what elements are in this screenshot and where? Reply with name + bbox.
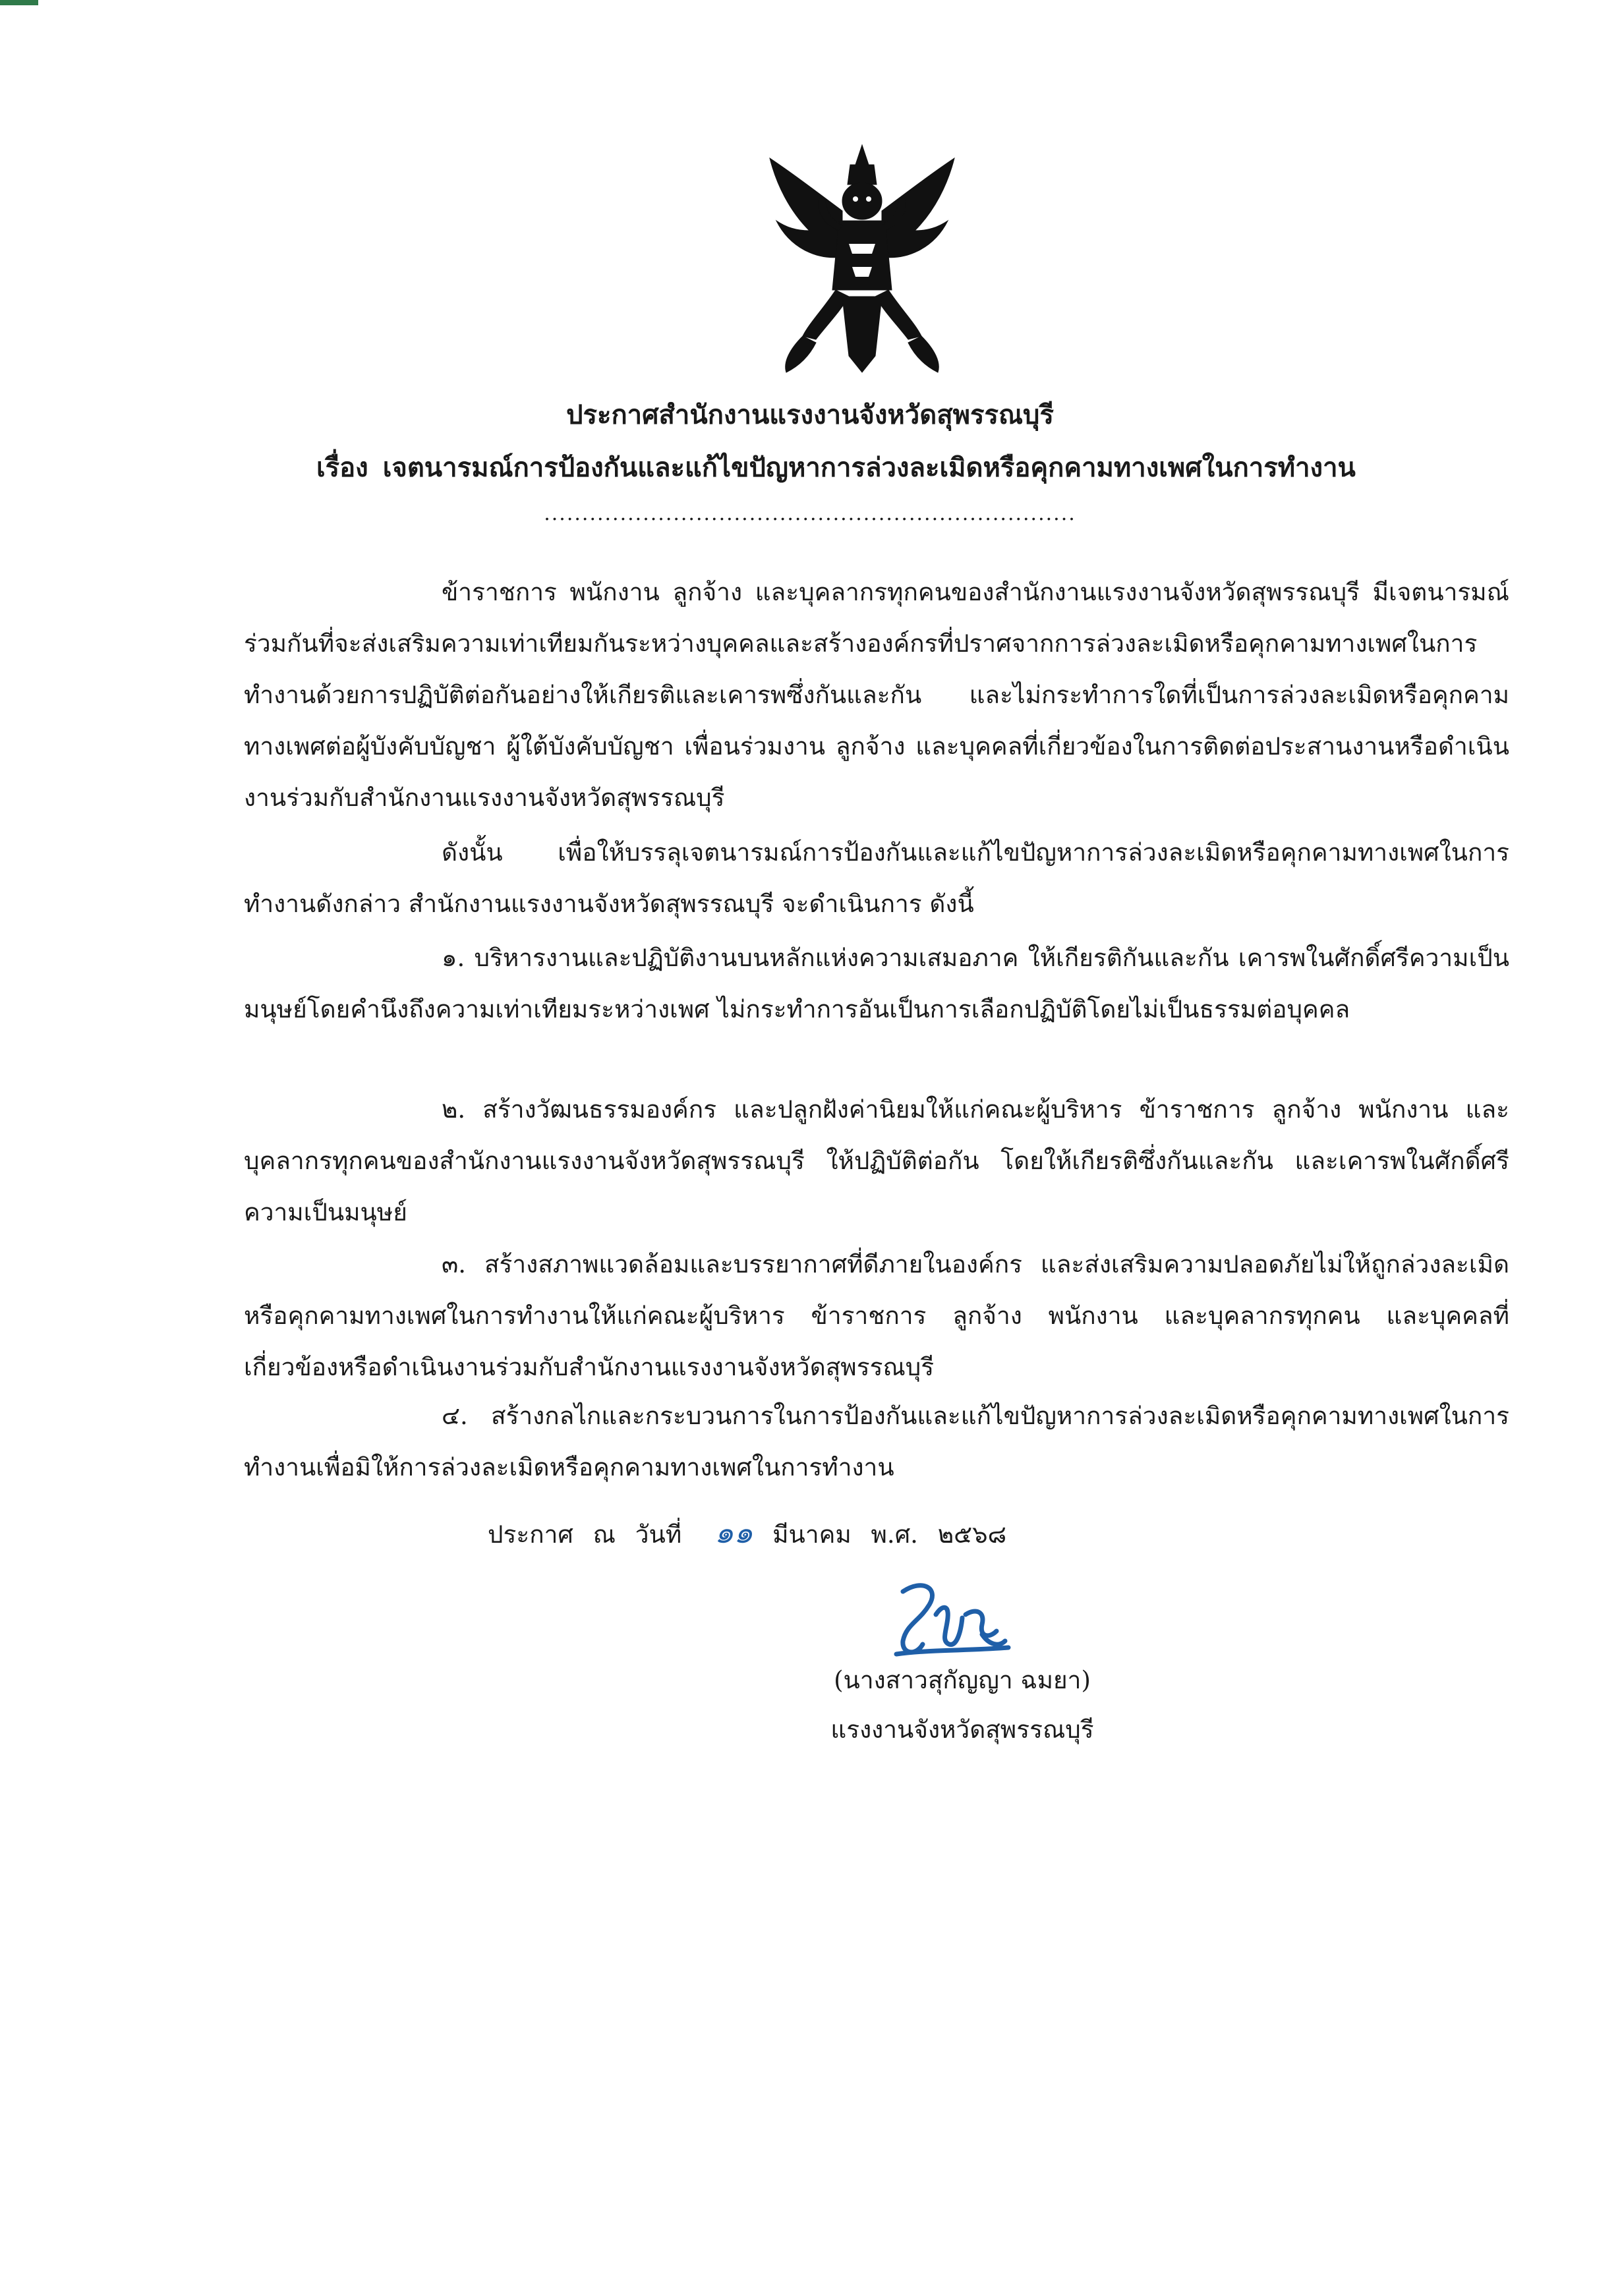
list-item-text: ๑. บริหารงานและปฏิบัติงานบนหลักแห่งความเสมอภาค ให้เกียรติกันและกัน เคารพในศักดิ์ศรีความเป็นมนุษย์โดยคำนึงถึงความเท่าเทียมระหว่างเพศ ไม่กระทำการอันเป็นการเลือกปฏิบัติโดยไม่เป็นธรรมต่อบุคคล — [244, 944, 1509, 1023]
body-paragraph-2 — [244, 827, 1509, 930]
date-year: ๒๕๖๘ — [937, 1520, 1007, 1549]
date-era: พ.ศ. — [871, 1520, 918, 1549]
signer-name: (นางสาวสุกัญญา ฉมยา) — [834, 1666, 1091, 1694]
date-month: มีนาคม — [772, 1520, 852, 1549]
date-day: ๑๑ — [714, 1514, 753, 1550]
list-item-text: ๓. สร้างสภาพแวดล้อมและบรรยากาศที่ดีภายในองค์กร และส่งเสริมความปลอดภัยไม่ให้ถูกล่วงละเมิดหรือคุกคามทางเพศในการทำงานให้แก่คณะผู้บริหาร ข้าราชการ ลูกจ้าง พนักงาน และบุคลากรทุกคน และบุคคลที่เกี่ยวข้องหรือดำเนินงานร่วมกับสำนักงานแรงงานจังหวัดสุพรรณบุรี — [244, 1250, 1509, 1381]
list-item-text: ๒. สร้างวัฒนธรรมองค์กร และปลูกฝังค่านิยมให้แก่คณะผู้บริหาร ข้าราชการ ลูกจ้าง พนักงาน และบุคลากรทุกคนของสำนักงานแรงงานจังหวัดสุพรรณบุรี ให้ปฏิบัติต่อกัน โดยให้เกียรติซึ่งกันและกัน และเคารพในศักดิ์ศรีความเป็นมนุษย์ — [244, 1095, 1509, 1226]
list-item-4 — [244, 1391, 1509, 1493]
list-item-2 — [244, 1084, 1509, 1238]
signer-position: แรงงานจังหวัดสุพรรณบุรี — [830, 1715, 1094, 1744]
subject-label: เรื่อง — [316, 452, 368, 483]
list-item-1 — [244, 933, 1509, 1035]
date-at: ณ — [593, 1520, 616, 1549]
scan-corner-mark — [0, 0, 38, 5]
date-day-label: วันที่ — [635, 1520, 682, 1549]
document-subject: เจตนารมณ์การป้องกันและแก้ไขปัญหาการล่วงละเมิดหรือคุกคามทางเพศในการทำงาน — [382, 452, 1356, 483]
header-separator: ...................................................................... — [544, 502, 1076, 525]
document-subject-line — [316, 448, 1450, 488]
intent-paragraph: ข้าราชการ พนักงาน ลูกจ้าง และบุคลากรทุกคนของสำนักงานแรงงานจังหวัดสุพรรณบุรี มีเจตนารมณ์ร่วมกันที่จะส่งเสริมความเท่าเทียมกันระหว่างบุคคลและสร้างองค์กรที่ปราศจากการล่วงละเมิดหรือคุกคามทางเพศในการทำงานด้วยการปฏิบัติต่อกันอย่างให้เกียรติและเคารพซึ่งกันและกัน และไม่กระทำการใดที่เป็นการล่วงละเมิดหรือคุกคามทางเพศต่อผู้บังคับบัญชา ผู้ใต้บังคับบัญชา เพื่อนร่วมงาน ลูกจ้าง และบุคคลที่เกี่ยวข้องในการติดต่อประสานงานหรือดำเนินงานร่วมกับสำนักงานแรงงานจังหวัดสุพรรณบุรี — [244, 578, 1509, 812]
list-item-3 — [244, 1239, 1509, 1393]
therefore-paragraph: ดังนั้น เพื่อให้บรรลุเจตนารมณ์การป้องกันและแก้ไขปัญหาการล่วงละเมิดหรือคุกคามทางเพศในการทำงานดังกล่าว สำนักงานแรงงานจังหวัดสุพรรณบุรี จะดำเนินการ ดังนี้ — [244, 838, 1509, 918]
list-item-text: ๔. สร้างกลไกและกระบวนการในการป้องกันและแก้ไขปัญหาการล่วงละเมิดหรือคุกคามทางเพศในการทำงานเพื่อมิให้การล่วงละเมิดหรือคุกคามทางเพศในการทำงาน — [244, 1402, 1509, 1481]
body-paragraph-1 — [244, 567, 1509, 824]
announcement-date — [488, 1512, 1018, 1555]
date-prefix: ประกาศ — [488, 1520, 573, 1549]
garuda-emblem-icon — [763, 138, 961, 376]
document-title: ประกาศสำนักงานแรงงานจังหวัดสุพรรณบุรี — [566, 399, 1054, 430]
handwritten-signature — [883, 1578, 1015, 1664]
